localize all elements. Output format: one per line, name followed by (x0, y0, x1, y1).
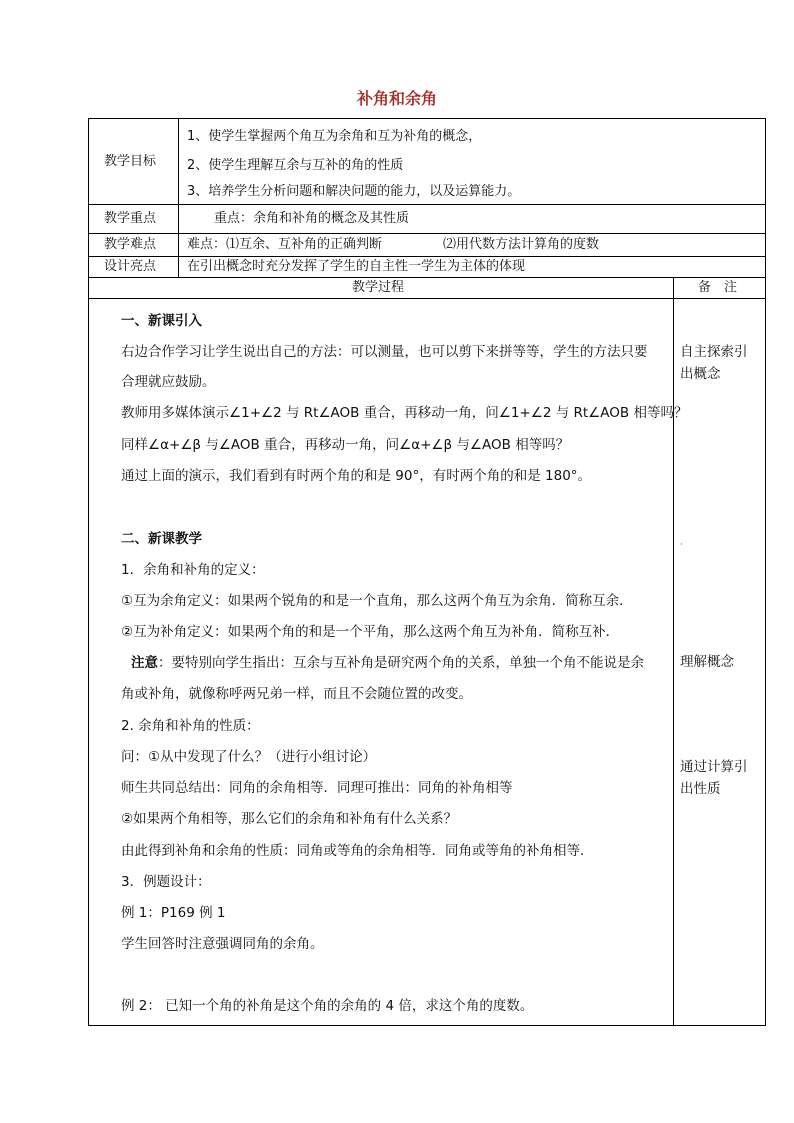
highlight-content: 在引出概念时充分发挥了学生的自主性一学生为主体的体现 (187, 259, 526, 274)
notes-column-divider (673, 277, 674, 1026)
section-1-paragraph-3: 同样∠α+∠β 与∠AOB 重合，再移动一角，问∠α+∠β 与∠AOB 相等吗？ (121, 437, 570, 453)
supplementary-definition: ②互为补角定义：如果两个角的和是一个平角，那么这两个角互为补角．简称互补． (121, 624, 620, 640)
goal-item-1: 1、使学生掌握两个角互为余角和互为补角的概念， (187, 129, 482, 144)
difficulty-label: 教学难点 (104, 237, 157, 252)
note-derive-properties: 通过计算引出性质 (680, 759, 748, 797)
example-1-note: 学生回答时注意强调同角的余角。 (121, 936, 324, 952)
difficulty-part-2: ⑵用代数方法计算角的度数 (443, 237, 600, 252)
row-divider (88, 233, 766, 234)
section-1-heading: 一、新课引入 (121, 313, 202, 329)
highlight-label: 设计亮点 (104, 259, 157, 274)
attention-line-2: 角或补角，就像称呼两兄弟一样，而且不会随位置的改变。 (121, 686, 472, 702)
notes-header: 备 注 (698, 280, 738, 295)
section-2-heading: 二、新课教学 (121, 531, 202, 547)
example-2: 例 2： 已知一个角的补角是这个角的余角的 4 倍，求这个角的度数。 (121, 998, 534, 1014)
page-title: 补角和余角 (356, 89, 437, 108)
section-1-paragraph-2: 教师用多媒体演示∠1+∠2 与 Rt∠AOB 重合，再移动一角，问∠1+∠2 与 Rt∠AOB 相等吗？ (121, 405, 688, 421)
properties-subheading: 2. 余角和补角的性质： (121, 718, 260, 734)
section-1-paragraph-1a: 右边合作学习让学生说出自己的方法：可以测量，也可以剪下来拼等等，学生的方法只要 (121, 344, 648, 360)
key-content: 重点：余角和补角的概念及其性质 (214, 211, 410, 226)
question-1: 问：①从中发现了什么？（进行小组讨论） (121, 749, 377, 765)
section-1-paragraph-1b: 合理就应鼓励。 (121, 374, 216, 390)
goal-item-3: 3、培养学生分析问题和解决问题的能力，以及运算能力。 (187, 184, 521, 199)
attention-label: 注意 (131, 655, 158, 671)
row-divider (88, 204, 766, 205)
definition-subheading: 1．余角和补角的定义： (121, 562, 265, 578)
goal-item-2: 2、使学生理解互余与互补的角的性质 (187, 158, 404, 173)
note-dot: · (680, 540, 683, 550)
complementary-definition: ①互为余角定义：如果两个锐角的和是一个直角，那么这两个角互为余角．简称互余． (121, 593, 633, 609)
note-explore-concept: 自主探索引出概念 (680, 344, 748, 382)
example-1: 例 1：P169 例 1 (121, 905, 226, 921)
difficulty-part-1: 难点：⑴互余、互补角的正确判断 (187, 237, 383, 252)
summary-line: 师生共同总结出：同角的余角相等．同理可推出：同角的补角相等 (121, 780, 513, 796)
row-divider (88, 256, 766, 257)
examples-subheading: 3．例题设计： (121, 874, 211, 890)
section-1-paragraph-4: 通过上面的演示，我们看到有时两个角的和是 90°，有时两个角的和是 180°。 (121, 468, 592, 484)
label-column-divider (178, 118, 179, 277)
attention-text: ：要特别向学生指出：互余与互补角是研究两个角的关系，单独一个角不能说是余 (158, 655, 644, 671)
process-header: 教学过程 (352, 280, 405, 295)
key-label: 教学重点 (104, 211, 157, 226)
note-understand-concept: 理解概念 (680, 654, 734, 670)
row-divider (88, 298, 766, 299)
attention-line-1 (131, 654, 644, 672)
row-divider (88, 277, 766, 278)
goal-label: 教学目标 (104, 154, 157, 169)
conclusion-line: 由此得到补角和余角的性质：同角或等角的余角相等．同角或等角的补角相等． (121, 843, 594, 859)
question-2: ②如果两个角相等，那么它们的余角和补角有什么关系？ (121, 811, 458, 827)
